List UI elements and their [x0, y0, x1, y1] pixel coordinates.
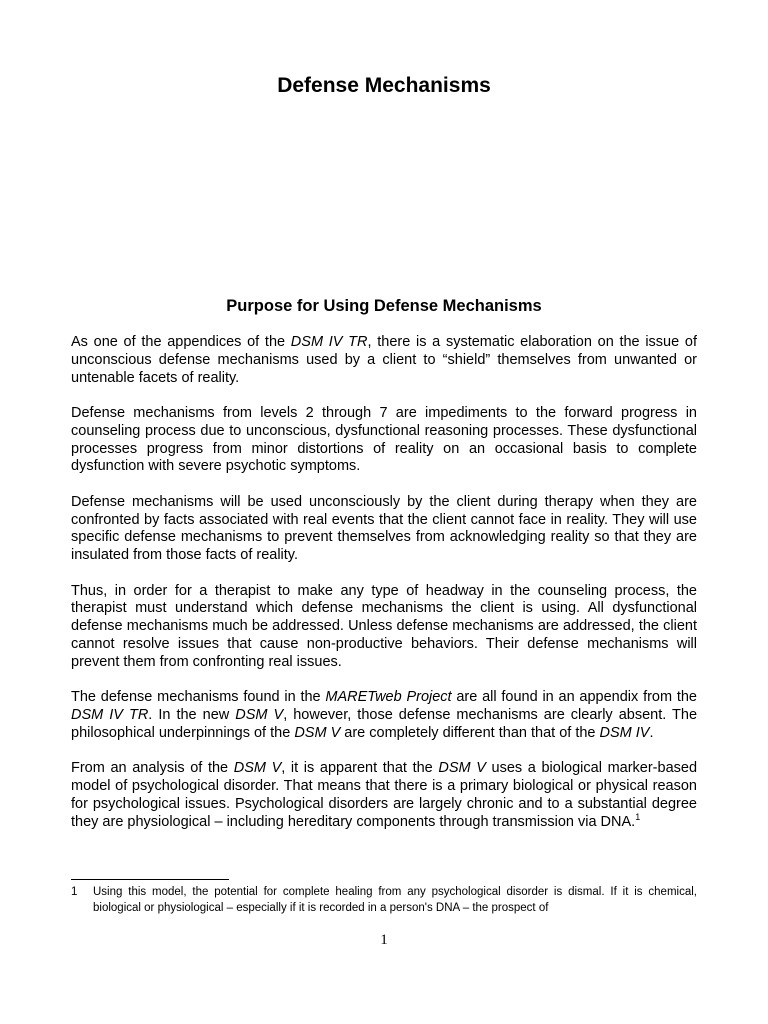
dsm-reference: DSM V — [438, 760, 486, 777]
section-heading: Purpose for Using Defense Mechanisms — [226, 297, 542, 315]
paragraph-2: Defense mechanisms from levels 2 through 7 are impediments to the forward progress in counseling process due to unconscious, dysfunctional reasoning processes. These dysfunctional processes progress from minor distortions of reality on an occasional basis to complete dysfunction with severe psychotic symptoms. — [71, 404, 697, 475]
footnote-separator — [71, 879, 229, 880]
dsm-reference: DSM V — [235, 706, 284, 723]
document-title: Defense Mechanisms — [277, 74, 491, 97]
dsm-reference: DSM IV TR — [290, 334, 368, 350]
dsm-reference: DSM V — [233, 760, 282, 777]
paragraph-6: From an analysis of the DSM V, it is apparent that the DSM V uses a biological marker-based model of psychological disorder. That means that there is a primary biological or physical reason for psychological issues. Psychological disorders are largely chronic and to a substantial degree they are physiological – including hereditary components through transmission via DNA.$^1$ — [71, 760, 698, 830]
dsm-reference: DSM IV — [599, 724, 650, 741]
footnote-text: Using this model, the potential for complete healing from any psychological disorder is dismal. If it is chemical, biological or physiological – especially if it is recorded in a person's DNA – the prospect of — [93, 886, 697, 914]
project-reference: MARETweb Project — [325, 689, 452, 706]
page-number: 1 — [380, 932, 388, 948]
dsm-reference: DSM V — [294, 724, 341, 741]
footnote — [71, 884, 697, 916]
paragraph-4: Thus, in order for a therapist to make any type of headway in the counseling process, the therapist must understand which defense mechanisms the client is using. All dysfunctional defense mechanisms much be addressed. Unless defense mechanisms are addressed, the client cannot resolve issues that cause non-productive behaviors. Their defense mechanisms will prevent them from confronting real issues. — [71, 582, 697, 670]
paragraph-1: As one of the appendices of the DSM IV TR, there is a systematic elaboration on the issue of unconscious defense mechanisms used by a client to “shield” themselves from unwanted or untenable facets of reality. — [71, 334, 697, 386]
dsm-reference: DSM IV TR — [71, 706, 149, 723]
paragraph-3: Defense mechanisms will be used unconsciously by the client during therapy when they are confronted by facts associated with real events that the client cannot face in reality. They will use specific defense mechanisms to prevent themselves from acknowledging reality so that they are insulated from those facts of reality. — [71, 493, 697, 564]
body-text — [71, 334, 697, 831]
paragraph-5: The defense mechanisms found in the MARETweb Project are all found in an appendix from the DSM IV TR. In the new DSM V, however, those defense mechanisms are clearly absent. The philosophical underpinnings of the DSM V are completely different than that of the DSM IV. — [71, 689, 698, 741]
footnote-number: 1 — [71, 886, 78, 898]
footnote-reference[interactable]: 1 — [635, 811, 641, 822]
